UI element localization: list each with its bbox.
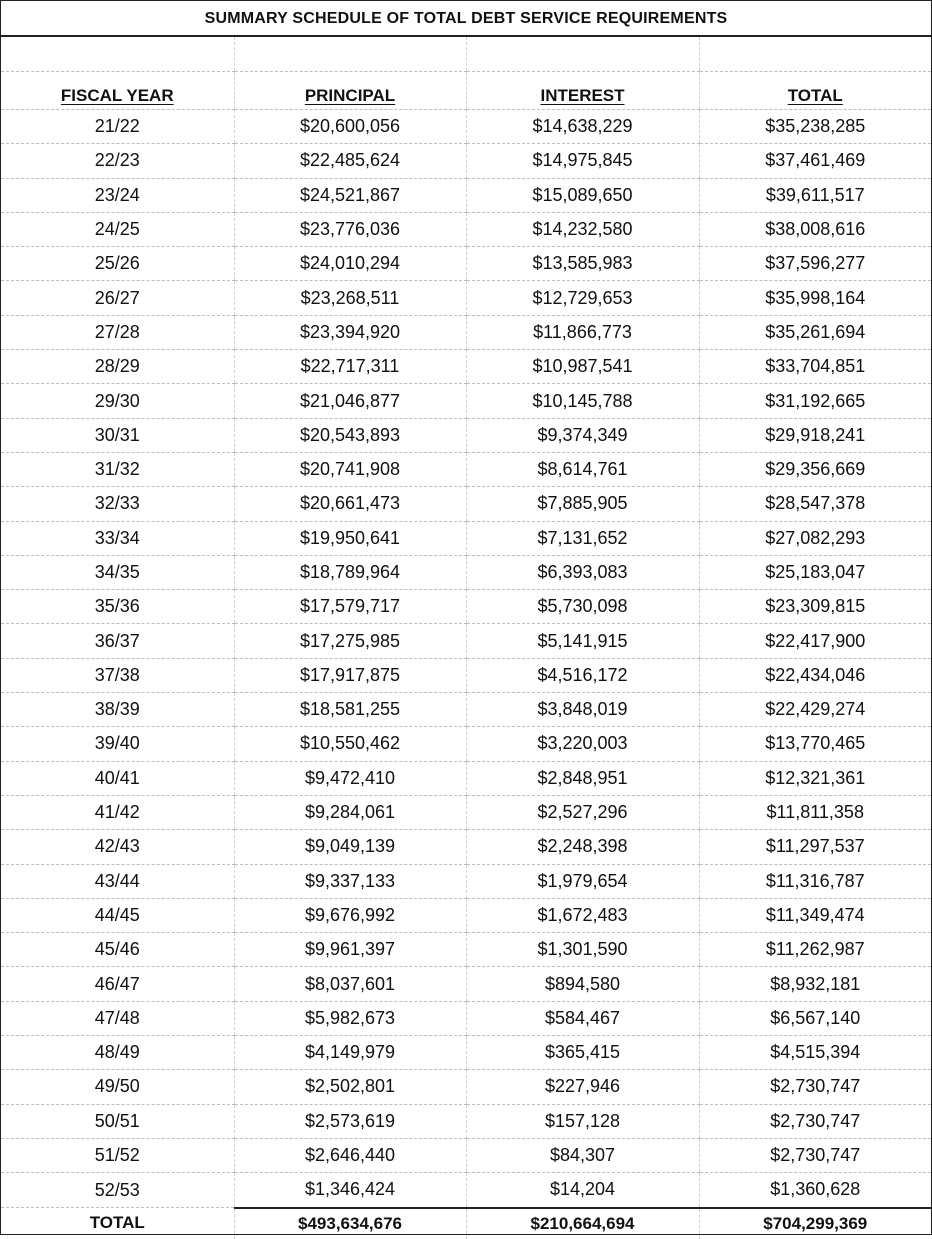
principal-cell: $22,485,624 [234,144,466,178]
total-cell: $29,918,241 [699,418,931,452]
table-row [1,1104,931,1138]
interest-cell: $15,089,650 [466,178,699,212]
principal-cell: $17,579,717 [234,590,466,624]
total-cell: $8,932,181 [699,967,931,1001]
total-cell: $31,192,665 [699,384,931,418]
column-header-principal: PRINCIPAL [234,72,466,110]
principal-cell: $20,741,908 [234,452,466,486]
column-header-total: TOTAL [699,72,931,110]
total-row [1,1208,931,1239]
principal-cell: $9,337,133 [234,864,466,898]
total-cell: $29,356,669 [699,452,931,486]
principal-cell: $24,521,867 [234,178,466,212]
table-row [1,933,931,967]
principal-cell: $8,037,601 [234,967,466,1001]
principal-cell: $1,346,424 [234,1173,466,1208]
fiscal-year-cell: 22/23 [1,144,234,178]
table-row [1,590,931,624]
total-label: TOTAL [89,1213,145,1233]
fiscal-year-cell: 33/34 [1,521,234,555]
total-cell: $33,704,851 [699,350,931,384]
principal-cell: $2,573,619 [234,1104,466,1138]
interest-cell: $365,415 [466,1036,699,1070]
table-row [1,1001,931,1035]
interest-cell: $5,730,098 [466,590,699,624]
total-cell: $1,360,628 [699,1173,931,1208]
total-cell: $22,429,274 [699,693,931,727]
total-cell: $23,309,815 [699,590,931,624]
table-row [1,761,931,795]
interest-cell: $14,975,845 [466,144,699,178]
table-row [1,315,931,349]
fiscal-year-cell: 41/42 [1,795,234,829]
interest-cell: $6,393,083 [466,555,699,589]
principal-cell: $9,472,410 [234,761,466,795]
fiscal-year-cell: 47/48 [1,1001,234,1035]
total-cell: $6,567,140 [699,1001,931,1035]
interest-cell: $2,248,398 [466,830,699,864]
table-row [1,110,931,144]
interest-cell: $14,232,580 [466,212,699,246]
interest-cell: $11,866,773 [466,315,699,349]
total-cell: $35,998,164 [699,281,931,315]
table-row [1,212,931,246]
fiscal-year-cell: 52/53 [1,1173,234,1208]
total-cell: $27,082,293 [699,521,931,555]
fiscal-year-cell: 37/38 [1,658,234,692]
interest-cell: $2,527,296 [466,795,699,829]
table-row [1,487,931,521]
interest-cell: $10,987,541 [466,350,699,384]
interest-cell: $584,467 [466,1001,699,1035]
total-cell: $39,611,517 [699,178,931,212]
table-row [1,1173,931,1208]
fiscal-year-cell: 38/39 [1,693,234,727]
table-row [1,247,931,281]
table-row [1,452,931,486]
fiscal-year-cell: 44/45 [1,898,234,932]
table-row [1,384,931,418]
total-cell: $11,297,537 [699,830,931,864]
principal-cell: $4,149,979 [234,1036,466,1070]
principal-cell: $23,394,920 [234,315,466,349]
interest-cell: $1,979,654 [466,864,699,898]
fiscal-year-cell: 42/43 [1,830,234,864]
table-row [1,1138,931,1172]
fiscal-year-cell: 43/44 [1,864,234,898]
fiscal-year-cell: 39/40 [1,727,234,761]
fiscal-year-cell: 49/50 [1,1070,234,1104]
total-interest: $210,664,694 [466,1208,699,1239]
principal-cell: $2,502,801 [234,1070,466,1104]
total-cell: $11,811,358 [699,795,931,829]
fiscal-year-cell: 30/31 [1,418,234,452]
interest-cell: $157,128 [466,1104,699,1138]
fiscal-year-cell: 29/30 [1,384,234,418]
grand-total: $704,299,369 [699,1208,931,1239]
total-cell: $35,261,694 [699,315,931,349]
total-cell: $4,515,394 [699,1036,931,1070]
table-row [1,350,931,384]
principal-cell: $17,275,985 [234,624,466,658]
fiscal-year-cell: 25/26 [1,247,234,281]
spacer-row [1,37,931,72]
total-cell: $37,596,277 [699,247,931,281]
interest-cell: $3,848,019 [466,693,699,727]
principal-cell: $24,010,294 [234,247,466,281]
total-cell: $12,321,361 [699,761,931,795]
table-row [1,898,931,932]
interest-cell: $10,145,788 [466,384,699,418]
principal-cell: $5,982,673 [234,1001,466,1035]
principal-cell: $19,950,641 [234,521,466,555]
column-header-fiscal-year: FISCAL YEAR [1,72,234,110]
table-row [1,418,931,452]
table-row [1,521,931,555]
principal-cell: $23,268,511 [234,281,466,315]
total-cell: $11,349,474 [699,898,931,932]
principal-cell: $9,961,397 [234,933,466,967]
interest-cell: $4,516,172 [466,658,699,692]
principal-cell: $20,600,056 [234,110,466,144]
fiscal-year-cell: 21/22 [1,110,234,144]
interest-cell: $5,141,915 [466,624,699,658]
table-row [1,1036,931,1070]
fiscal-year-cell: 48/49 [1,1036,234,1070]
total-cell: $11,316,787 [699,864,931,898]
table-row [1,281,931,315]
table-row [1,693,931,727]
fiscal-year-cell: 34/35 [1,555,234,589]
interest-cell: $14,638,229 [466,110,699,144]
principal-cell: $9,049,139 [234,830,466,864]
total-cell: $22,434,046 [699,658,931,692]
principal-cell: $22,717,311 [234,350,466,384]
total-principal: $493,634,676 [234,1208,466,1239]
principal-cell: $9,284,061 [234,795,466,829]
table-row [1,144,931,178]
principal-cell: $20,661,473 [234,487,466,521]
table-row [1,864,931,898]
total-cell: $35,238,285 [699,110,931,144]
interest-cell: $8,614,761 [466,452,699,486]
total-cell: $25,183,047 [699,555,931,589]
interest-cell: $1,672,483 [466,898,699,932]
table-row [1,624,931,658]
total-cell: $2,730,747 [699,1138,931,1172]
header-row [1,72,931,110]
fiscal-year-cell: 32/33 [1,487,234,521]
interest-cell: $894,580 [466,967,699,1001]
fiscal-year-cell: 40/41 [1,761,234,795]
fiscal-year-cell: 23/24 [1,178,234,212]
interest-cell: $7,885,905 [466,487,699,521]
principal-cell: $10,550,462 [234,727,466,761]
fiscal-year-cell: 26/27 [1,281,234,315]
interest-cell: $12,729,653 [466,281,699,315]
principal-cell: $18,581,255 [234,693,466,727]
interest-cell: $1,301,590 [466,933,699,967]
fiscal-year-cell: 27/28 [1,315,234,349]
total-cell: $28,547,378 [699,487,931,521]
principal-cell: $2,646,440 [234,1138,466,1172]
principal-cell: $17,917,875 [234,658,466,692]
interest-cell: $14,204 [466,1173,699,1208]
debt-service-table [1,37,931,1239]
interest-cell: $9,374,349 [466,418,699,452]
fiscal-year-cell: 24/25 [1,212,234,246]
table-row [1,967,931,1001]
fiscal-year-cell: 36/37 [1,624,234,658]
principal-cell: $21,046,877 [234,384,466,418]
interest-cell: $84,307 [466,1138,699,1172]
table-row [1,555,931,589]
table-row [1,727,931,761]
total-cell: $38,008,616 [699,212,931,246]
table-row [1,795,931,829]
principal-cell: $23,776,036 [234,212,466,246]
fiscal-year-cell: 31/32 [1,452,234,486]
column-header-interest: INTEREST [466,72,699,110]
fiscal-year-cell: 45/46 [1,933,234,967]
total-cell: $11,262,987 [699,933,931,967]
total-cell: $2,730,747 [699,1104,931,1138]
table-row [1,830,931,864]
table-row [1,1070,931,1104]
fiscal-year-cell: 50/51 [1,1104,234,1138]
principal-cell: $20,543,893 [234,418,466,452]
total-cell: $13,770,465 [699,727,931,761]
interest-cell: $13,585,983 [466,247,699,281]
principal-cell: $18,789,964 [234,555,466,589]
total-cell: $22,417,900 [699,624,931,658]
total-cell: $37,461,469 [699,144,931,178]
fiscal-year-cell: 35/36 [1,590,234,624]
fiscal-year-cell: 28/29 [1,350,234,384]
interest-cell: $2,848,951 [466,761,699,795]
interest-cell: $7,131,652 [466,521,699,555]
interest-cell: $227,946 [466,1070,699,1104]
total-cell: $2,730,747 [699,1070,931,1104]
fiscal-year-cell: 51/52 [1,1138,234,1172]
principal-cell: $9,676,992 [234,898,466,932]
interest-cell: $3,220,003 [466,727,699,761]
table-row [1,178,931,212]
fiscal-year-cell: 46/47 [1,967,234,1001]
schedule-title: SUMMARY SCHEDULE OF TOTAL DEBT SERVICE REQUIREMENTS [1,1,931,37]
table-row [1,658,931,692]
